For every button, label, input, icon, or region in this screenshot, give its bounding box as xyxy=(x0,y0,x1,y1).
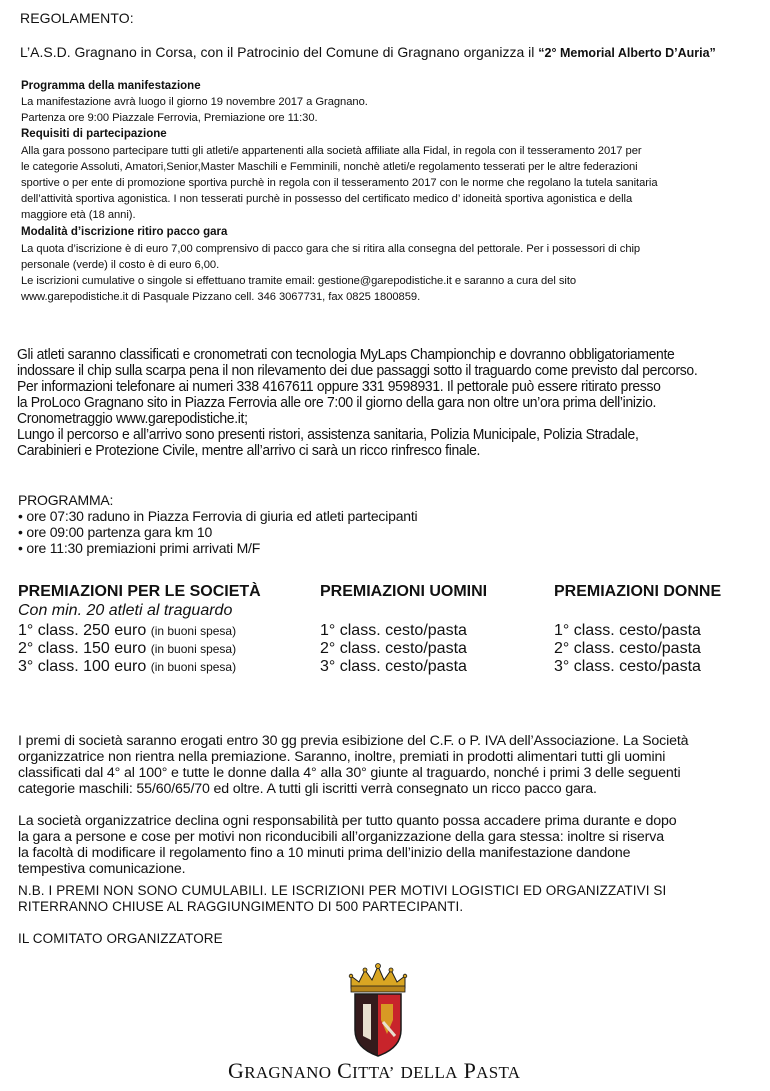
section-heading-iscrizione: Modalità d’iscrizione ritiro pacco gara xyxy=(21,226,228,238)
intro-line xyxy=(20,44,716,60)
signature: IL COMITATO ORGANIZZATORE xyxy=(18,931,223,946)
section-line: Alla gara possono partecipare tutti gli atleti/e appartenenti alla società affiliate alla Fidal, in regola con il tesseramento 2017 per xyxy=(21,145,642,157)
nb-line: RITERRANNO CHIUSE AL RAGGIUNGIMENTO DI 500 PARTECIPANTI. xyxy=(18,899,464,914)
crown-crest-icon xyxy=(343,960,413,1060)
premiazioni-societa-subheading: Con min. 20 atleti al traguardo xyxy=(18,602,233,619)
section-line: La quota d’iscrizione è di euro 7,00 comprensivo di pacco gara che si ritira alla consegna del pettorale. Per i possessori di chip xyxy=(21,243,641,255)
info-line: Gli atleti saranno classificati e cronometrati con tecnologia MyLaps Championchip e dovranno obbligatoriamente xyxy=(17,346,675,363)
premiazioni-donne-row: 2° class. cesto/pasta xyxy=(554,640,701,657)
section-line: La manifestazione avrà luogo il giorno 19 novembre 2017 a Gragnano. xyxy=(21,96,368,108)
footer-city-title xyxy=(228,1058,520,1084)
footer-word: ITTA’ xyxy=(352,1063,395,1082)
premiazioni-societa-row xyxy=(18,622,236,640)
section-line: dell’attività sportiva agonistica. I non tesserati purchè in possesso del certificato medico d’ idoneità sportiva agonistica e della xyxy=(21,193,633,205)
prize-text: 3° class. 100 euro xyxy=(18,658,147,675)
info-line: Cronometraggio www.garepodistiche.it; xyxy=(17,410,248,427)
footer-word: RAGNANO xyxy=(244,1063,332,1082)
notes-line: categorie maschili: 55/60/65/70 ed oltre. A tutti gli iscritti verrà consegnato un ricco pacco gara. xyxy=(18,781,597,797)
premiazioni-donne-row: 3° class. cesto/pasta xyxy=(554,658,701,675)
programma-item: • ore 11:30 premiazioni primi arrivati M/F xyxy=(18,540,261,556)
premiazioni-societa-row xyxy=(18,640,236,658)
footer-letter: P xyxy=(463,1058,477,1083)
premiazioni-donne-heading: PREMIAZIONI DONNE xyxy=(554,583,722,600)
premiazioni-societa-row xyxy=(18,658,236,676)
info-line: indossare il chip sulla scarpa pena il non rilevamento dei due passaggi sotto il traguardo come previsto dal percorso. xyxy=(17,362,698,379)
notes-line: organizzatrice non rientra nella premiazione. Saranno, inoltre, premiati in prodotti alimentari tutti gli uomini xyxy=(18,749,666,765)
section-line: personale (verde) il costo è di euro 6,00. xyxy=(21,259,220,271)
memorial-name: “2° Memorial Alberto D’Auria” xyxy=(538,46,716,60)
disclaimer-line: la gara a persone e cose per motivi non riconducibili all’organizzazione della gara stessa: inoltre si riserva xyxy=(18,829,664,845)
section-line: Le iscrizioni cumulative o singole si effettuano tramite email: gestione@garepodistiche.it e saranno a cura del sito xyxy=(21,275,577,287)
programma-heading: PROGRAMMA: xyxy=(18,492,114,508)
info-line: la ProLoco Gragnano sito in Piazza Ferrovia alle ore 7:00 il giorno della gara non oltre un’ora prima dell’inizio. xyxy=(17,394,657,411)
programma-item: • ore 09:00 partenza gara km 10 xyxy=(18,524,213,540)
notes-line: I premi di società saranno erogati entro 30 gg previa esibizione del C.F. o P. IVA dell’Associazione. La Società xyxy=(18,733,689,749)
section-line: sportive o per ente di promozione sportiva purchè in regola con il tesseramento 2017 con le norme che regolano la tutela sanitaria xyxy=(21,177,658,189)
info-line: Per informazioni telefonare ai numeri 338 4167611 oppure 331 9598931. Il pettorale può essere ritirato presso xyxy=(17,378,661,395)
prize-note: (in buoni spesa) xyxy=(150,660,237,674)
footer-letter: C xyxy=(337,1058,353,1083)
page-title: REGOLAMENTO: xyxy=(20,10,134,26)
nb-line: N.B. I PREMI NON SONO CUMULABILI. LE ISCRIZIONI PER MOTIVI LOGISTICI ED ORGANIZZATIVI SI xyxy=(18,883,667,898)
section-heading-programma-manifestazione: Programma della manifestazione xyxy=(21,80,201,92)
prize-text: 2° class. 150 euro xyxy=(18,640,147,657)
premiazioni-uomini-heading: PREMIAZIONI UOMINI xyxy=(320,583,488,600)
section-line: maggiore età (18 anni). xyxy=(21,209,136,221)
prize-note: (in buoni spesa) xyxy=(150,624,237,638)
section-line: Partenza ore 9:00 Piazzale Ferrovia, Premiazione ore 11:30. xyxy=(21,112,318,124)
disclaimer-line: La società organizzatrice declina ogni responsabilità per tutto quanto possa accadere prima durante e dopo xyxy=(18,813,677,829)
notes-line: classificati dal 4° al 100° e tutte le donne dalla 4° alla 30° giunte al traguardo, nonché i primi 3 delle seguenti xyxy=(18,765,681,781)
prize-text: 1° class. 250 euro xyxy=(18,622,147,639)
footer-word: ASTA xyxy=(476,1063,521,1082)
premiazioni-uomini-row: 1° class. cesto/pasta xyxy=(320,622,467,639)
premiazioni-uomini-row: 2° class. cesto/pasta xyxy=(320,640,467,657)
prize-note: (in buoni spesa) xyxy=(150,642,237,656)
disclaimer-line: la facoltà di modificare il regolamento fino a 10 minuti prima dell’inizio della manifestazione dandone xyxy=(18,845,631,861)
programma-item: • ore 07:30 raduno in Piazza Ferrovia di giuria ed atleti partecipanti xyxy=(18,508,418,524)
premiazioni-donne-row: 1° class. cesto/pasta xyxy=(554,622,701,639)
premiazioni-uomini-row: 3° class. cesto/pasta xyxy=(320,658,467,675)
section-line: www.garepodistiche.it di Pasquale Pizzano cell. 346 3067731, fax 0825 1800859. xyxy=(21,291,421,303)
premiazioni-societa-heading: PREMIAZIONI PER LE SOCIETÀ xyxy=(18,583,261,600)
info-line: Carabinieri e Protezione Civile, mentre all’arrivo ci sarà un ricco rinfresco finale. xyxy=(17,442,481,459)
disclaimer-line: tempestiva comunicazione. xyxy=(18,861,186,877)
intro-text: L’A.S.D. Gragnano in Corsa, con il Patrocinio del Comune di Gragnano organizza il xyxy=(20,44,539,60)
info-line: Lungo il percorso e all’arrivo sono presenti ristori, assistenza sanitaria, Polizia Municipale, Polizia Stradale, xyxy=(17,426,639,443)
footer-word: DELLA xyxy=(400,1063,458,1082)
footer-letter: G xyxy=(228,1058,245,1083)
section-line: le categorie Assoluti, Amatori,Senior,Master Maschili e Femminili, nonchè atleti/e regolamento tesserati per le altre federazioni xyxy=(21,161,638,173)
section-heading-requisiti: Requisiti di partecipazione xyxy=(21,128,167,140)
